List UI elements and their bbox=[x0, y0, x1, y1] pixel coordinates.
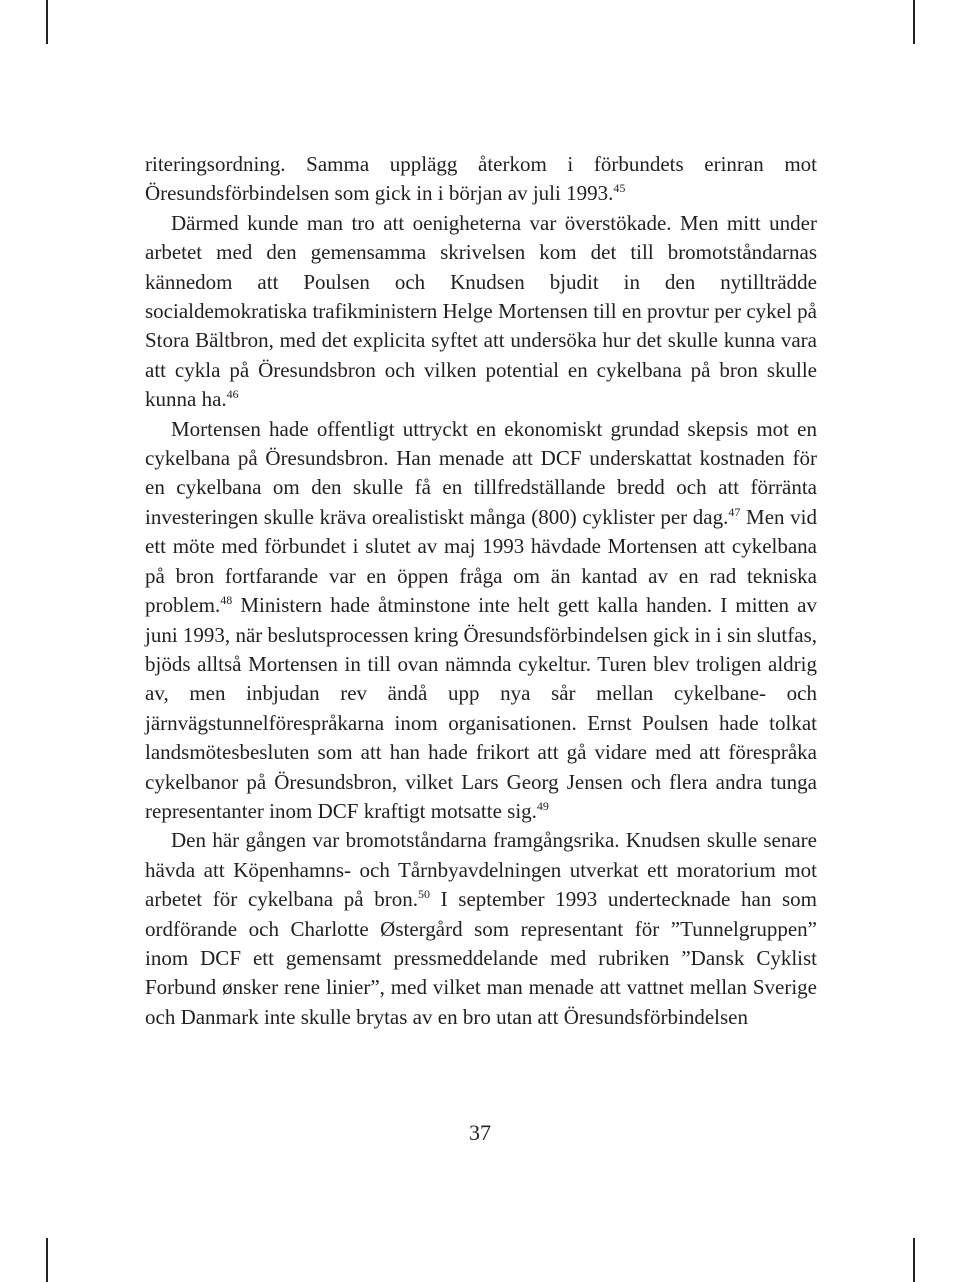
footnote-ref: 48 bbox=[220, 593, 233, 608]
crop-mark-top-right bbox=[913, 0, 915, 44]
paragraph bbox=[145, 209, 817, 415]
crop-mark-bottom-left bbox=[46, 1238, 48, 1282]
text-run: Ministern hade åtminstone inte helt gett kalla handen. I mitten av juni 1993, när beslutsprocessen kring Öresundsförbindelsen gick in i sin slutfas, bjöds alltså Mortensen in till ovan nämnda cykeltur. Turen blev troligen aldrig av, men inbjudan rev ändå upp nya sår mellan cykelbane- och järnvägstunnelförespråkarna inom organisationen. Ernst Poulsen hade tolkat landsmötesbesluten som att han hade frikort att gå vidare med att förespråka cykelbanor på Öresundsbron, vilket Lars Georg Jensen och flera andra tunga representanter inom DCF kraftigt motsatte sig. bbox=[145, 593, 817, 823]
text-run: Därmed kunde man tro att oenigheterna var överstökade. Men mitt under arbetet med den gemensamma skrivelsen kom det till bromotståndarnas kännedom att Poulsen och Knudsen bjudit in den nytillträdde socialdemokratiska trafikministern Helge Mortensen till en provtur per cykel på Stora Bältbron, med det explicita syftet att undersöka hur det skulle kunna vara att cykla på Öresundsbron och vilken potential en cykelbana på bron skulle kunna ha. bbox=[145, 210, 817, 412]
text-run: Men vid ett möte med förbundet i slutet av maj 1993 hävdade Mortensen att cykelbana på bron fortfarande var en öppen fråga om än kantad av en rad tekniska problem. bbox=[145, 504, 818, 618]
body-text bbox=[145, 150, 817, 1032]
footnote-ref: 49 bbox=[536, 798, 549, 813]
text-run: Mortensen hade offentligt uttryckt en ekonomiskt grundad skepsis mot en cykelbana på Öresundsbron. Han menade att DCF underskattat kostnaden för en cykelbana om den skulle få en tillfredställande bredd och att förränta investeringen skulle kräva orealistiskt många (800) cyklister per dag. bbox=[145, 416, 817, 529]
text-run: I september 1993 undertecknade han som ordförande och Charlotte Østergård som representant för ”Tunnelgruppen” inom DCF ett gemensamt pressmeddelande med rubriken ”Dansk Cyklist Forbund ønsker rene linier”, med vilket man menade att vattnet mellan Sverige och Danmark inte skulle brytas av en bro utan att Öresundsförbindelsen bbox=[145, 887, 817, 1029]
text-run: riteringsordning. Samma upplägg återkom i förbundets erinran mot Öresundsförbindelsen som gick in i början av juli 1993. bbox=[145, 152, 817, 206]
footnote-ref: 45 bbox=[613, 181, 626, 196]
text-run: Den här gången var bromotståndarna framgångsrika. Knudsen skulle senare hävda att Köpenhamns- och Tårnbyavdelningen utverkat ett moratorium mot arbetet för cykelbana på bron. bbox=[145, 828, 817, 912]
paragraph bbox=[145, 150, 817, 209]
footnote-ref: 47 bbox=[728, 504, 741, 519]
crop-mark-top-left bbox=[46, 0, 48, 44]
crop-mark-bottom-right bbox=[913, 1238, 915, 1282]
page-number: 37 bbox=[469, 1120, 491, 1145]
footnote-ref: 50 bbox=[417, 887, 430, 902]
footnote-ref: 46 bbox=[226, 387, 239, 402]
paragraph bbox=[145, 415, 817, 827]
paragraph bbox=[145, 826, 817, 1032]
